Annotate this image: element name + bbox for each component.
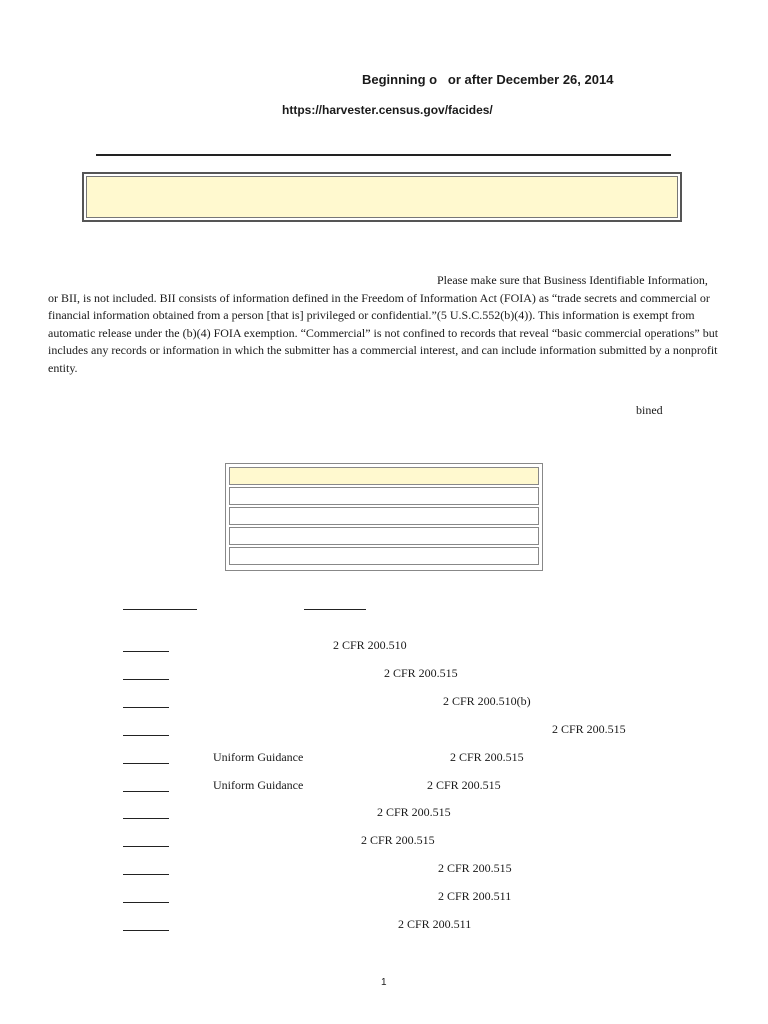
highlight-box: [82, 172, 682, 222]
cfr-reference: 2 CFR 200.511: [438, 889, 512, 903]
blank-line: [123, 902, 169, 903]
column-header-line-2: [304, 609, 366, 610]
cfr-reference: 2 CFR 200.515: [361, 833, 435, 847]
cfr-reference: 2 CFR 200.515: [450, 750, 524, 764]
date-heading: Beginning o or after December 26, 2014: [362, 72, 614, 87]
cfr-reference: 2 CFR 200.510(b): [443, 694, 531, 708]
grid-cell: [229, 527, 539, 545]
blank-line: [123, 735, 169, 736]
blank-line: [123, 651, 169, 652]
highlight-box-fill: [86, 176, 678, 218]
grid-cell: [229, 487, 539, 505]
blank-line: [123, 707, 169, 708]
cfr-reference: 2 CFR 200.510: [333, 638, 407, 652]
column-header-line-1: [123, 609, 197, 610]
blank-line: [123, 874, 169, 875]
form-grid: [225, 463, 543, 571]
blank-line: [123, 846, 169, 847]
cfr-reference: 2 CFR 200.515: [438, 861, 512, 875]
text-fragment: bined: [636, 403, 663, 417]
cfr-reference: 2 CFR 200.515: [427, 778, 501, 792]
item-label: Uniform Guidance: [213, 778, 304, 792]
blank-line: [123, 818, 169, 819]
cfr-reference: 2 CFR 200.511: [398, 917, 472, 931]
grid-cell-highlighted: [229, 467, 539, 485]
horizontal-rule: [96, 154, 671, 156]
cfr-reference: 2 CFR 200.515: [384, 666, 458, 680]
grid-cell: [229, 507, 539, 525]
blank-line: [123, 679, 169, 680]
blank-line: [123, 791, 169, 792]
blank-line: [123, 930, 169, 931]
bii-paragraph: Please make sure that Business Identifiable Information, or BII, is not included. BII consists of information defined in the Freedom of Information Act (FOIA) as “trade secrets and commercial or financial information obtained from a person [that is] privileged or confidential.”(5 U.S.C.552(b)(4)). This information is exempt from automatic release under the (b)(4) FOIA exemption. “Commercial” is not confined to records that reveal “basic commercial operations” but includes any records or information in which the submitter has a commercial interest, and can include information submitted by a nonprofit entity.: [48, 273, 719, 375]
cfr-reference: 2 CFR 200.515: [552, 722, 626, 736]
grid-cell: [229, 547, 539, 565]
blank-line: [123, 763, 169, 764]
url-heading: https://harvester.census.gov/facides/: [282, 103, 493, 117]
cfr-reference: 2 CFR 200.515: [377, 805, 451, 819]
item-label: Uniform Guidance: [213, 750, 304, 764]
page-number: 1: [381, 977, 387, 988]
